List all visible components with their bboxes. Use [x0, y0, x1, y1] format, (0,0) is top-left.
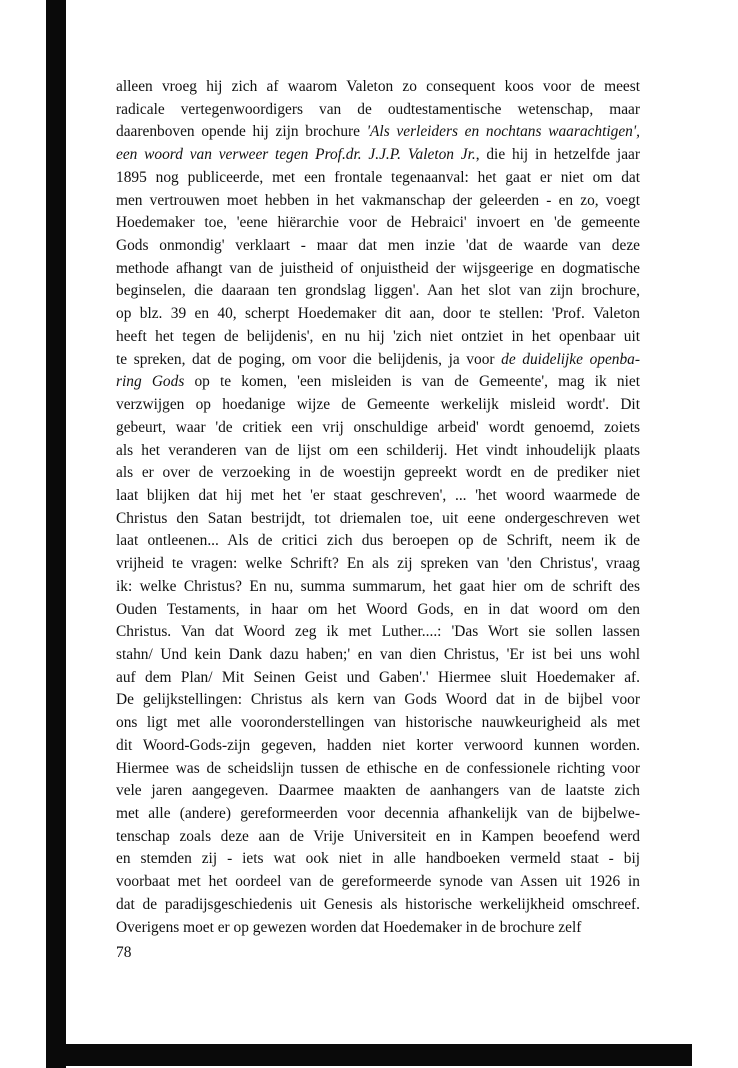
text-line: laat blijken dat hij met het 'er staat geschreven', ... 'het woord waarmede de [116, 486, 640, 504]
emphasis-phrase: ring Gods [116, 373, 185, 391]
text-line: auf dem Plan/ Mit Seinen Geist und Gaben'.' Hiermee sluit Hoedemaker af. [116, 668, 640, 686]
body-text [116, 76, 640, 939]
text-line: men vertrouwen moet hebben in het vakmanschap der geleerden - en zo, voegt [116, 191, 640, 209]
text-line: Hiermee was de scheidslijn tussen de ethische en de confessionele richting voor [116, 759, 640, 777]
text-line: tenschap zoals deze aan de Vrije Universiteit en in Kampen beoefend werd [116, 827, 640, 845]
brochure-title: 'Als verleiders en nochtans waarachtigen', [366, 123, 640, 141]
text-line: vrijheid te vragen: welke Schrift? En als zij spreken van 'den Christus', vraag [116, 555, 640, 573]
text-line: heeft het tegen de belijdenis', en nu hij 'zich niet ontziet in het openbaar uit [116, 327, 640, 345]
scan-border-bottom [46, 1044, 692, 1066]
text-line: radicale vertegenwoordigers van de oudtestamentische wetenschap, maar [116, 100, 640, 118]
text-line: ik: welke Christus? En nu, summa summarum, het gaat hier om de schrift des [116, 577, 640, 595]
scan-border-left [46, 0, 66, 1068]
text-line: stahn/ Und kein Dank dazu haben;' en van dien Christus, 'Er ist bei uns wohl [116, 645, 640, 663]
text-line: als er over de verzoeking in de woestijn gepreekt wordt en de prediker niet [116, 464, 640, 482]
page-number: 78 [116, 944, 132, 961]
text-line: dit Woord-Gods-zijn gegeven, hadden niet korter verwoord kunnen worden. [116, 736, 640, 754]
text-line: als het veranderen van de lijst om een schilderij. Het vindt inhoudelijk plaats [116, 441, 640, 459]
text-line: alleen vroeg hij zich af waarom Valeton zo consequent koos voor de meest [116, 78, 640, 95]
text-line: methode afhangt van de juistheid of onjuistheid der wijsgeerige en dogmatische [116, 259, 640, 277]
text-line: en stemden zij - iets wat ook niet in alle handboeken vermeld staat - bij [116, 850, 640, 868]
emphasis-phrase: de duidelijke openba- [501, 350, 641, 368]
text-line: op blz. 39 en 40, scherpt Hoedemaker dit aan, door te stellen: 'Prof. Valeton [116, 305, 640, 323]
text-line: dat de paradijsgeschiedenis uit Genesis als historische werkelijkheid omschreef. [116, 895, 640, 913]
text-line: te spreken, dat de poging, om voor die belijdenis, ja voor de duidelijke openba- [116, 350, 641, 368]
brochure-subtitle: een woord van verweer tegen Prof.dr. J.J.P. Valeton Jr. [116, 146, 476, 164]
text-line: ring Gods op te komen, 'een misleiden is van de Gemeente', mag ik niet [116, 373, 640, 391]
text-line: gebeurt, waar 'de critiek een vrij onschuldige arbeid' wordt genoemd, zoiets [116, 418, 640, 436]
text-line: vele jaren aangegeven. Daarmee maakten de aanhangers van de laatste zich [116, 782, 640, 800]
text-line: Christus den Satan bestrijdt, tot driemalen toe, uit eene ondergeschreven wet [116, 509, 640, 527]
text-line: Gods onmondig' verklaart - maar dat men inzie 'dat de waarde van deze [116, 237, 640, 255]
text-line: Ouden Testaments, in haar om het Woord Gods, en in dat woord om den [116, 600, 640, 618]
text-line: beginselen, die daaraan ten grondslag liggen'. Aan het slot van zijn brochure, [116, 282, 640, 300]
text-line: verzwijgen op hoedanige wijze de Gemeente werkelijk misleid wordt'. Dit [116, 396, 640, 414]
text-line: ons ligt met alle vooronderstellingen van historische nauwkeurigheid als met [116, 714, 640, 732]
text-line: daarenboven opende hij zijn brochure 'Als verleiders en nochtans waarachtigen', [116, 123, 640, 141]
text-line: een woord van verweer tegen Prof.dr. J.J.P. Valeton Jr., die hij in hetzelfde jaar [116, 146, 640, 164]
text-line: Overigens moet er op gewezen worden dat Hoedemaker in de brochure zelf [116, 918, 582, 936]
text-line: laat ontleenen... Als de critici zich dus beroepen op de Schrift, neem ik de [116, 532, 640, 550]
text-line: voorbaat met het oordeel van de gereformeerde synode van Assen uit 1926 in [116, 873, 640, 891]
text-line: 1895 nog publiceerde, met een frontale tegenaanval: het gaat er niet om dat [116, 168, 640, 186]
text-line: De gelijkstellingen: Christus als kern van Gods Woord dat in de bijbel voor [116, 691, 640, 709]
text-line: met alle (andere) gereformeerden voor decennia afhankelijk van de bijbelwe- [116, 805, 640, 822]
text-line: Christus. Van dat Woord zeg ik met Luther....: 'Das Wort sie sollen lassen [116, 623, 640, 641]
text-line: Hoedemaker toe, 'eene hiërarchie voor de Hebraici' invoert en 'de gemeente [116, 214, 640, 232]
